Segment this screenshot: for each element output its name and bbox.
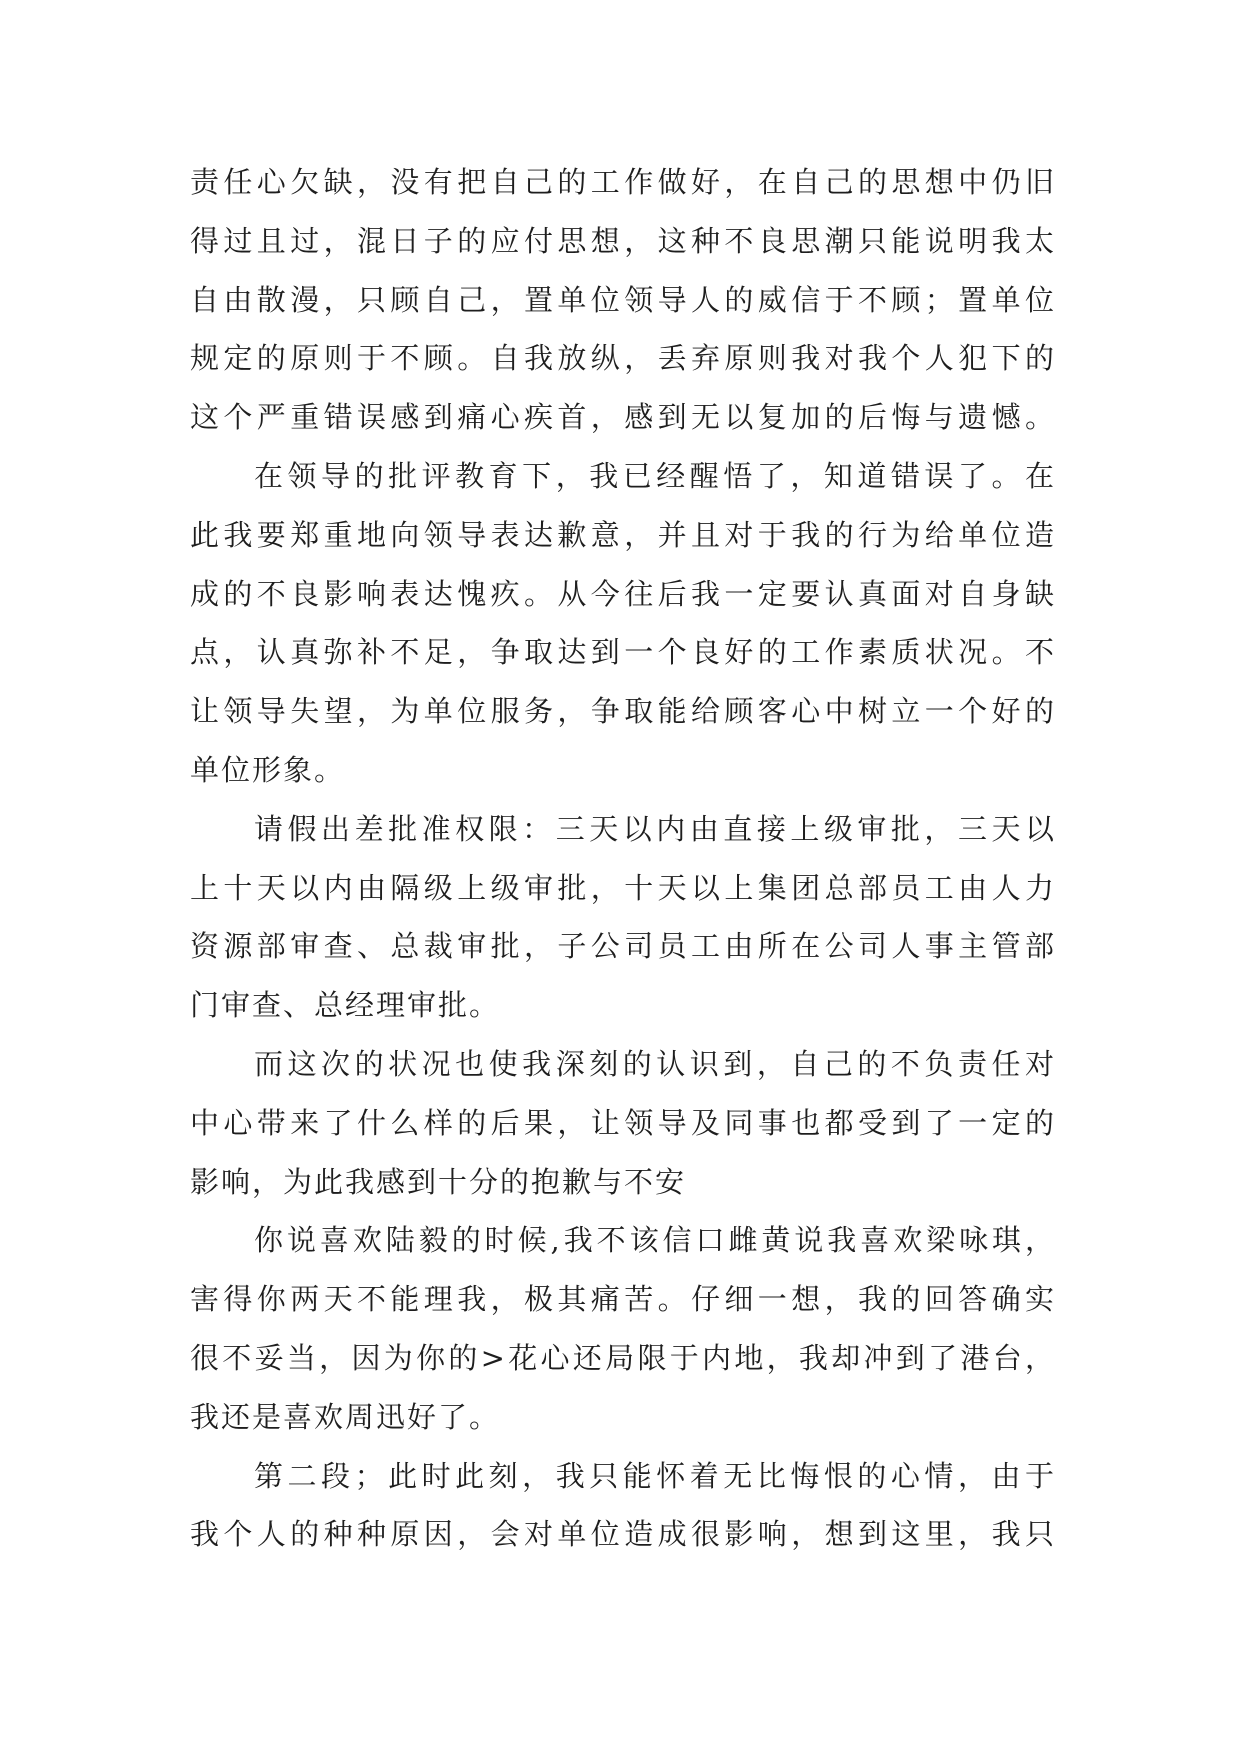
text-line: 点，认真弥补不足，争取达到一个良好的工作素质状况。不	[190, 635, 1056, 670]
text-line: 此我要郑重地向领导表达歉意，并且对于我的行为给单位造	[190, 517, 1056, 552]
text-line: 请假出差批准权限：三天以内由直接上级审批，三天以	[254, 811, 1056, 846]
text-line: 你说喜欢陆毅的时候,我不该信口雌黄说我喜欢梁咏琪，	[254, 1223, 1056, 1258]
text-line: 资源部审查、总裁审批，子公司员工由所在公司人事主管部	[190, 929, 1056, 964]
text-line: 门审查、总经理审批。	[190, 988, 501, 1023]
page-body	[190, 153, 1056, 1564]
paragraph	[190, 153, 1056, 447]
text-line: 规定的原则于不顾。自我放纵，丢弃原则我对我个人犯下的	[190, 341, 1056, 376]
text-line: 成的不良影响表达愧疚。从今往后我一定要认真面对自身缺	[190, 576, 1056, 611]
paragraph	[190, 1211, 1056, 1446]
text-line: 自由散漫，只顾自己，置单位领导人的威信于不顾；置单位	[190, 282, 1056, 317]
text-line: 而这次的状况也使我深刻的认识到，自己的不负责任对	[254, 1046, 1056, 1081]
paragraph	[190, 1447, 1056, 1565]
text-line: 得过且过，混日子的应付思想，这种不良思潮只能说明我太	[190, 223, 1056, 258]
text-line: 让领导失望，为单位服务，争取能给顾客心中树立一个好的	[190, 694, 1056, 729]
text-line: 责任心欠缺，没有把自己的工作做好，在自己的思想中仍旧	[190, 165, 1056, 199]
paragraph	[190, 447, 1056, 800]
text-line: 害得你两天不能理我，极其痛苦。仔细一想，我的回答确实	[190, 1282, 1056, 1317]
text-line: 我个人的种种原因，会对单位造成很影响，想到这里，我只	[190, 1517, 1056, 1552]
text-line: 单位形象。	[190, 752, 346, 787]
text-line: 很不妥当，因为你的>花心还局限于内地，我却冲到了港台，	[190, 1340, 1056, 1375]
paragraph	[190, 1035, 1056, 1211]
text-line: 中心带来了什么样的后果，让领导及同事也都受到了一定的	[190, 1105, 1056, 1140]
text-line: 我还是喜欢周迅好了。	[190, 1399, 501, 1434]
text-line: 上十天以内由隔级上级审批，十天以上集团总部员工由人力	[190, 870, 1056, 905]
text-line: 第二段；此时此刻，我只能怀着无比悔恨的心情，由于	[254, 1458, 1056, 1493]
paragraph	[190, 800, 1056, 1035]
text-line: 这个严重错误感到痛心疾首，感到无以复加的后悔与遗憾。	[190, 400, 1056, 435]
text-line: 在领导的批评教育下，我已经醒悟了，知道错误了。在	[254, 458, 1056, 493]
text-line: 影响，为此我感到十分的抱歉与不安	[190, 1164, 687, 1199]
